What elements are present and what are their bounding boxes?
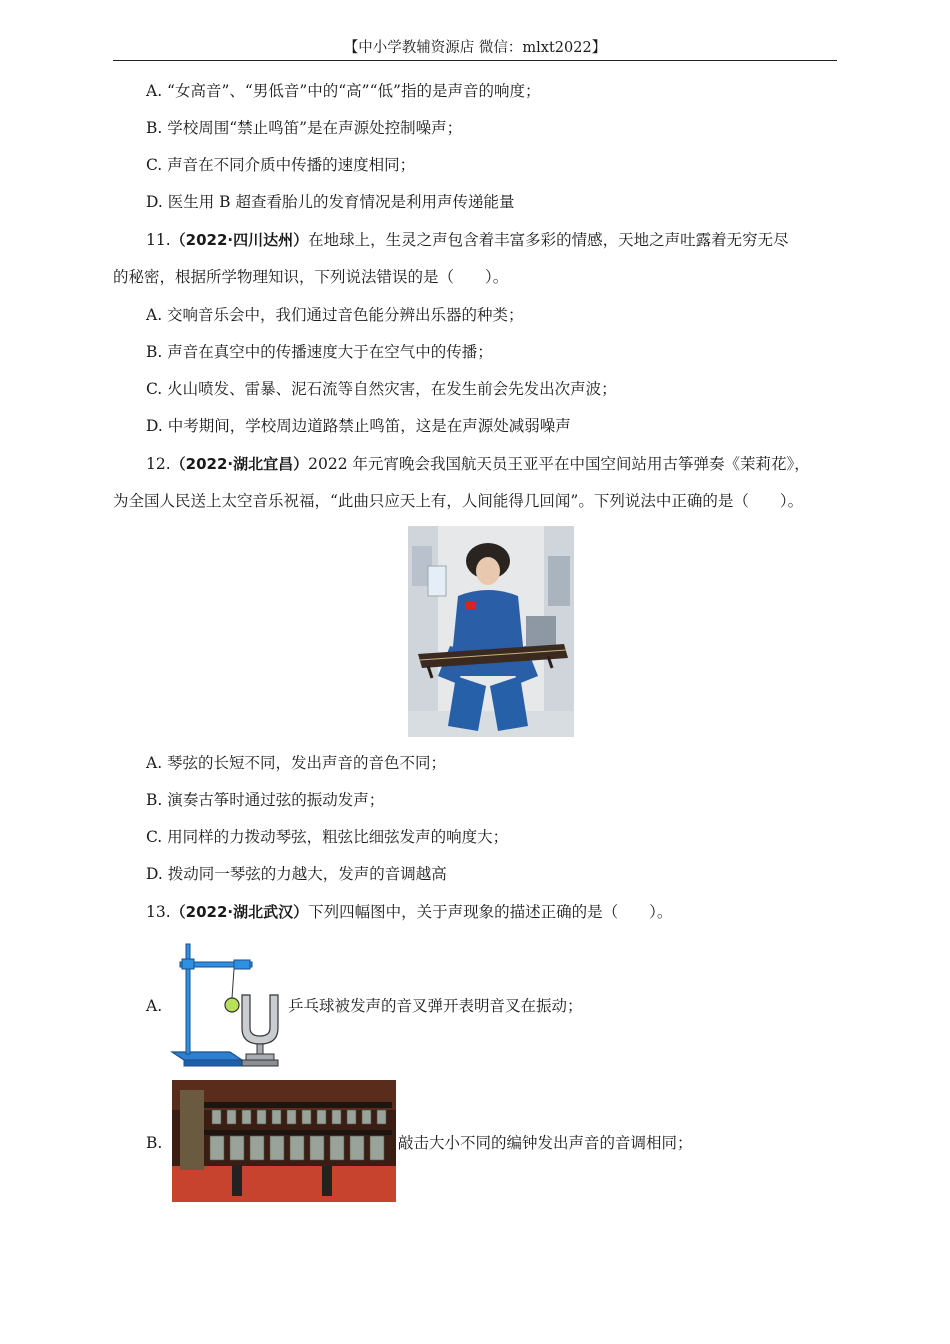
q12-stem-line1: 2022 年元宵晚会我国航天员王亚平在中国空间站用古筝弹奏《茉莉花》， bbox=[308, 455, 810, 473]
q11-stem-line2: 的秘密，根据所学物理知识，下列说法错误的是（ ）。 bbox=[113, 268, 509, 286]
chime-bells-photo bbox=[172, 1080, 396, 1202]
q12-option-b: B. 演奏古筝时通过弦的振动发声； bbox=[146, 791, 385, 809]
q11-option-c: C. 火山喷发、雷暴、泥石流等自然灾害，在发生前会先发出次声波； bbox=[146, 380, 617, 398]
q11-stem-line1: 在地球上，生灵之声包含着丰富多彩的情感，天地之声吐露着无穷无尽 bbox=[308, 231, 789, 249]
header-rule bbox=[113, 60, 837, 61]
q12-option-c: C. 用同样的力拨动琴弦，粗弦比细弦发声的响度大； bbox=[146, 828, 509, 846]
q13-option-b-letter: B. bbox=[146, 1134, 163, 1152]
q12-number: 12. bbox=[146, 455, 171, 473]
q11-option-a: A. 交响音乐会中，我们通过音色能分辨出乐器的种类； bbox=[146, 306, 524, 324]
q13-stem bbox=[146, 901, 672, 923]
q12-source: （2022·湖北宜昌） bbox=[170, 455, 309, 473]
q12-option-a: A. 琴弦的长短不同，发出声音的音色不同； bbox=[146, 754, 447, 772]
q13-option-a-text: 乒乓球被发声的音叉弹开表明音叉在振动； bbox=[288, 997, 583, 1015]
q11-stem bbox=[146, 229, 789, 251]
page-header: 【中小学教辅资源店 微信：mlxt2022】 bbox=[343, 40, 607, 56]
q13-stem-text: 下列四幅图中，关于声现象的描述正确的是（ ）。 bbox=[308, 903, 673, 921]
q10-option-a: A. “女高音”、“男低音”中的“高”“低”指的是声音的响度； bbox=[146, 82, 541, 100]
tuning-fork-pingpong-figure bbox=[170, 940, 290, 1070]
q13-option-a-letter: A. bbox=[146, 997, 163, 1015]
q13-number: 13. bbox=[146, 903, 171, 921]
q10-option-c: C. 声音在不同介质中传播的速度相同； bbox=[146, 156, 416, 174]
q10-option-b: B. 学校周围“禁止鸣笛”是在声源处控制噪声； bbox=[146, 119, 463, 137]
q11-number: 11. bbox=[146, 231, 171, 249]
q12-option-d: D. 拨动同一琴弦的力越大，发声的音调越高 bbox=[146, 865, 447, 883]
q10-option-d: D. 医生用 B 超查看胎儿的发育情况是利用声传递能量 bbox=[146, 193, 515, 211]
q12-stem-line2: 为全国人民送上太空音乐祝福，“此曲只应天上有，人间能得几回闻”。下列说法中正确的是（ ）。 bbox=[113, 492, 804, 510]
q13-option-b-text: 敲击大小不同的编钟发出声音的音调相同； bbox=[398, 1134, 693, 1152]
q12-stem bbox=[146, 453, 810, 475]
q11-option-b: B. 声音在真空中的传播速度大于在空气中的传播； bbox=[146, 343, 493, 361]
q13-source: （2022·湖北武汉） bbox=[170, 903, 309, 921]
astronaut-guzheng-photo bbox=[408, 526, 574, 737]
q11-option-d: D. 中考期间，学校周边道路禁止鸣笛，这是在声源处减弱噪声 bbox=[146, 417, 571, 435]
q11-source: （2022·四川达州） bbox=[170, 231, 309, 249]
